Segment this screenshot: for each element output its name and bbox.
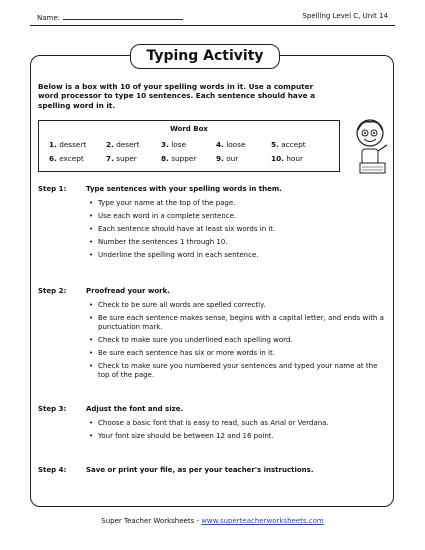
word-text: super <box>116 154 137 163</box>
step-bullet: • Number the sentences 1 through 10. <box>98 238 388 247</box>
mascot-illustration-icon <box>352 118 390 180</box>
word-text: hour <box>286 154 303 163</box>
word-text: accept <box>281 140 306 149</box>
word-number: 9. <box>216 154 224 163</box>
word-text: our <box>226 154 239 163</box>
step-bullet: • Check to make sure you underlined each spelling word. <box>98 336 388 345</box>
page-title: Typing Activity <box>130 44 280 69</box>
step-bullet: • Check to make sure you numbered your sentences and typed your name at the top of the page. <box>98 362 388 380</box>
footer-text: Super Teacher Worksheets - <box>101 517 202 525</box>
word-number: 7. <box>106 154 114 163</box>
step-bullet: • Be sure each sentence makes sense, begins with a capital letter, and ends with a punctuation mark. <box>98 314 388 332</box>
name-field <box>37 12 183 22</box>
word-number: 3. <box>161 140 169 149</box>
step-bullet: • Each sentence should have at least six words in it. <box>98 225 388 234</box>
word-text: dessert <box>59 140 87 149</box>
word-number: 1. <box>49 140 57 149</box>
word-text: lose <box>171 140 186 149</box>
footer-link[interactable]: www.superteacherworksheets.com <box>201 517 324 525</box>
word-box-item <box>216 140 245 149</box>
word-box-item <box>49 154 84 163</box>
word-box-item <box>271 154 303 163</box>
word-box <box>38 120 340 172</box>
word-text: supper <box>171 154 197 163</box>
footer <box>0 517 425 525</box>
word-text: loose <box>226 140 246 149</box>
word-number: 8. <box>161 154 169 163</box>
step-label: Step 1: <box>38 185 67 193</box>
word-box-item <box>161 140 186 149</box>
step-title: Adjust the font and size. <box>86 405 184 413</box>
word-box-item <box>49 140 86 149</box>
step-bullet: • Use each word in a complete sentence. <box>98 212 388 221</box>
word-number: 4. <box>216 140 224 149</box>
step-bullet: • Underline the spelling word in each sentence. <box>98 251 388 260</box>
step-bullet: • Be sure each sentence has six or more words in it. <box>98 349 388 358</box>
word-box-item <box>216 154 238 163</box>
name-label: Name: <box>37 14 61 22</box>
step-title: Proofread your work. <box>86 287 170 295</box>
intro-text: Below is a box with 10 of your spelling words in it. Use a computer word processor to type 10 sentences. Each sentence should have a spelling word in it. <box>38 82 316 110</box>
step-label: Step 4: <box>38 466 67 474</box>
word-number: 6. <box>49 154 57 163</box>
step-label: Step 2: <box>38 287 67 295</box>
step-title: Type sentences with your spelling words in them. <box>86 185 282 193</box>
step-bullet: • Choose a basic font that is easy to read, such as Arial or Verdana. <box>98 419 388 428</box>
word-text: desert <box>116 140 140 149</box>
level-label: Spelling Level C, Unit 14 <box>302 12 388 20</box>
header-divider <box>30 25 395 26</box>
word-box-item <box>106 140 139 149</box>
word-text: except <box>59 154 84 163</box>
word-box-item <box>161 154 196 163</box>
word-number: 2. <box>106 140 114 149</box>
step-bullet: • Your font size should be between 12 and 16 point. <box>98 432 388 441</box>
word-box-item <box>106 154 137 163</box>
word-box-item <box>271 140 306 149</box>
step-label: Step 3: <box>38 405 67 413</box>
step-title: Save or print your file, as per your teacher's instructions. <box>86 466 314 474</box>
step-bullet: • Type your name at the top of the page. <box>98 199 388 208</box>
name-underline <box>63 12 183 20</box>
word-number: 5. <box>271 140 279 149</box>
word-number: 10. <box>271 154 284 163</box>
word-box-title: Word Box <box>170 125 208 133</box>
step-bullet: • Check to be sure all words are spelled correctly. <box>98 301 388 310</box>
